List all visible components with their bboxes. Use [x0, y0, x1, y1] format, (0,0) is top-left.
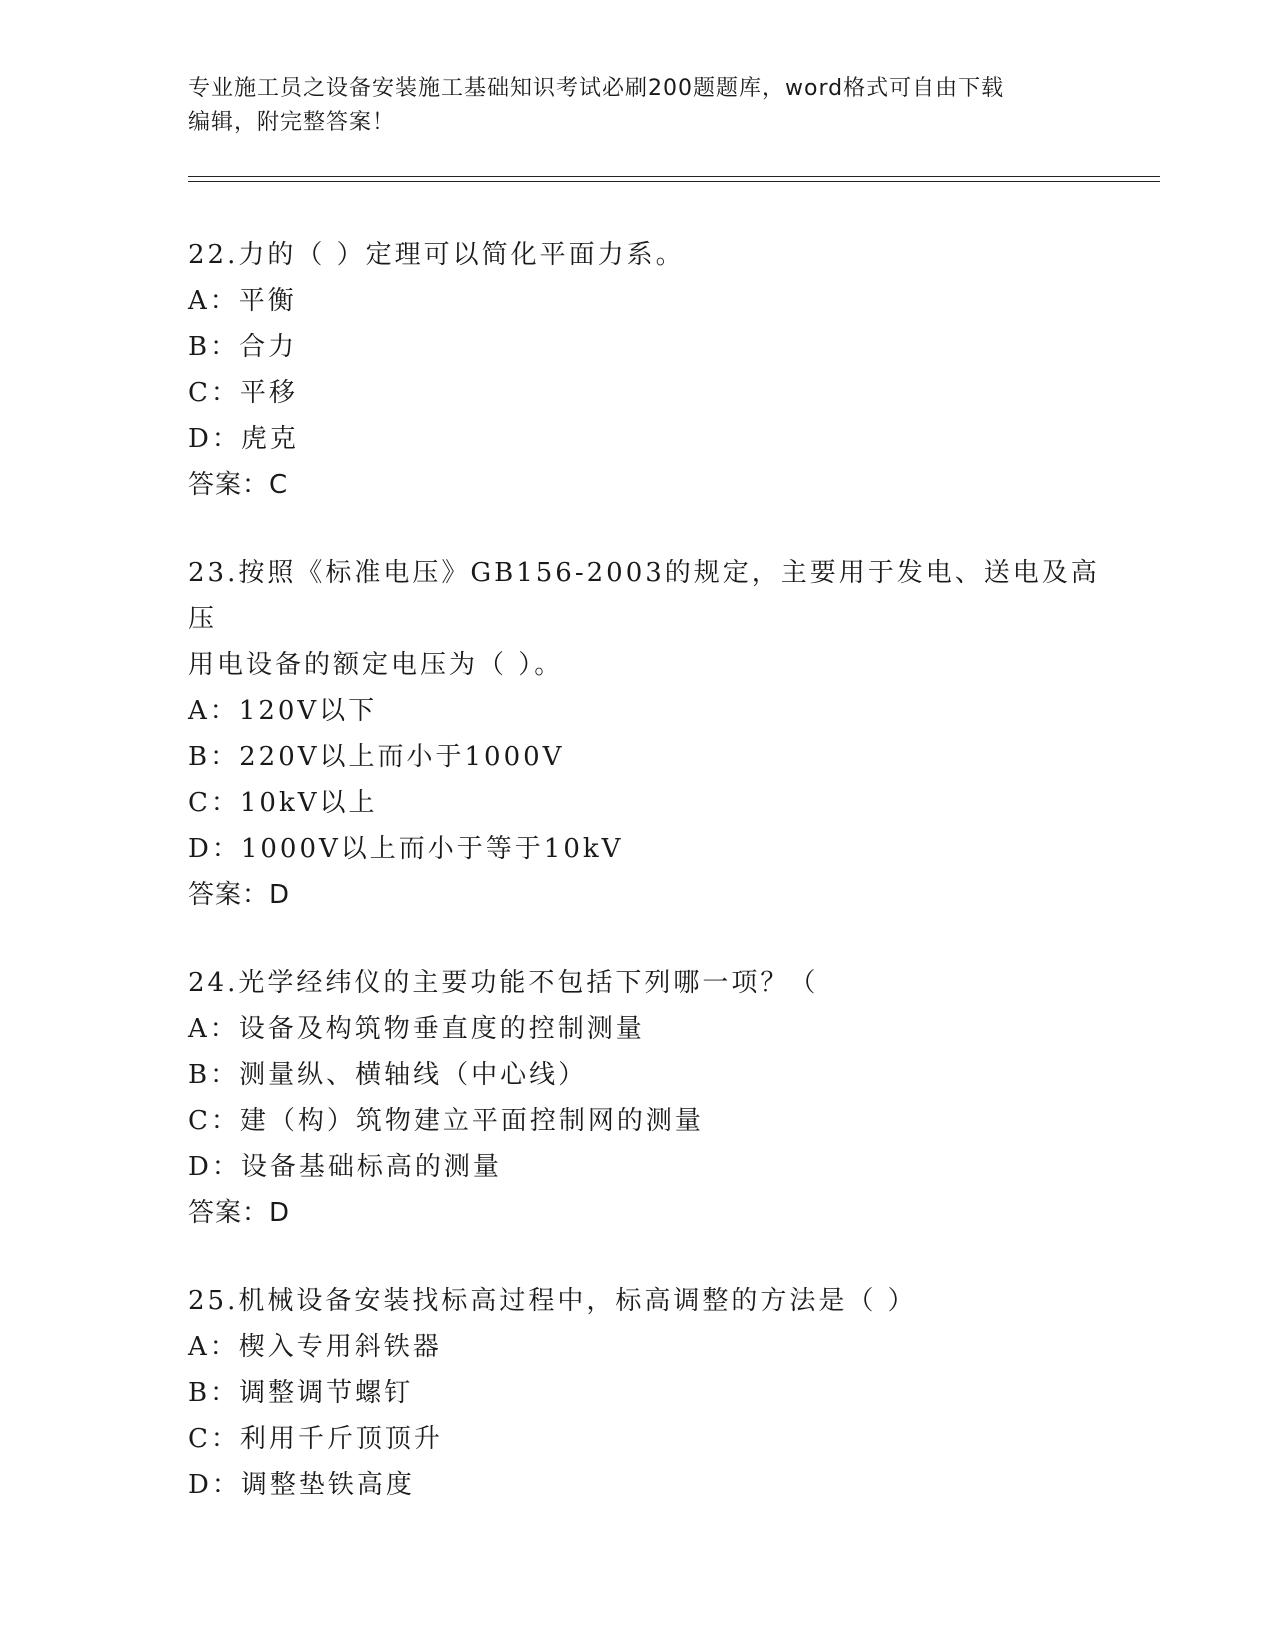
option-b: B：220V以上而小于1000V — [188, 742, 565, 772]
answer: 答案：D — [188, 880, 291, 910]
question-stem-continued: 用电设备的额定电压为（ ）。 — [188, 650, 564, 680]
answer: 答案：C — [188, 470, 289, 500]
question-list — [188, 232, 1108, 1550]
option-a: A：楔入专用斜铁器 — [188, 1332, 442, 1362]
question-23 — [188, 550, 1108, 918]
option-b: B：测量纵、横轴线（中心线） — [188, 1060, 588, 1090]
question-stem: 25.机械设备安装找标高过程中，标高调整的方法是（ ） — [188, 1286, 917, 1316]
option-b: B：合力 — [188, 332, 298, 362]
answer: 答案：D — [188, 1198, 291, 1228]
question-stem: 22.力的（ ）定理可以简化平面力系。 — [188, 240, 685, 270]
question-22 — [188, 232, 1108, 508]
question-24 — [188, 960, 1108, 1236]
option-c: C：利用千斤顶顶升 — [188, 1424, 443, 1454]
header-line-1: 专业施工员之设备安装施工基础知识考试必刷200题题库，word格式可自由下载 — [188, 76, 1005, 101]
option-b: B：调整调节螺钉 — [188, 1378, 414, 1408]
option-a: A：设备及构筑物垂直度的控制测量 — [188, 1014, 645, 1044]
option-c: C：平移 — [188, 378, 298, 408]
option-c: C：10kV以上 — [188, 788, 378, 818]
option-d: D：设备基础标高的测量 — [188, 1152, 502, 1182]
option-a: A：120V以下 — [188, 696, 378, 726]
question-stem: 23.按照《标准电压》GB156-2003的规定，主要用于发电、送电及高压 — [188, 558, 1100, 634]
option-a: A：平衡 — [188, 286, 297, 316]
question-25 — [188, 1278, 1108, 1508]
option-c: C：建（构）筑物建立平面控制网的测量 — [188, 1106, 704, 1136]
option-d: D：调整垫铁高度 — [188, 1470, 415, 1500]
header-divider-bottom — [188, 181, 1160, 182]
header-line-2: 编辑，附完整答案！ — [188, 110, 396, 135]
option-d: D：虎克 — [188, 424, 299, 454]
option-d: D：1000V以上而小于等于10kV — [188, 834, 624, 864]
question-stem: 24.光学经纬仪的主要功能不包括下列哪一项？（ — [188, 968, 819, 998]
document-header — [188, 72, 1088, 140]
header-divider-top — [188, 176, 1160, 177]
